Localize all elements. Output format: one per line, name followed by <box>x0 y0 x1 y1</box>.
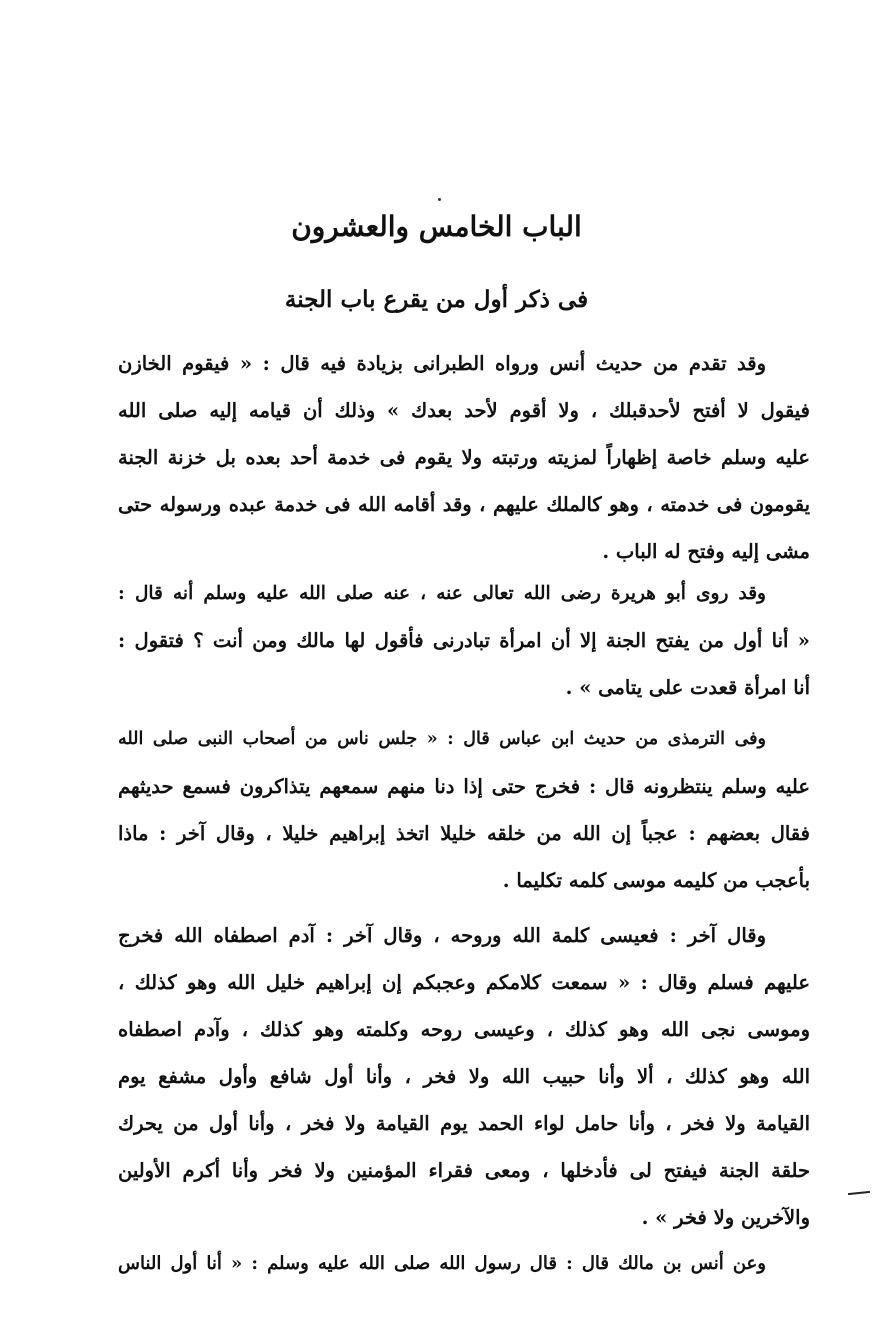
chapter-title: الباب الخامس والعشرون <box>291 210 582 243</box>
chapter-subtitle: فى ذكر أول من يقرع باب الجنة <box>284 286 589 313</box>
text-line: فقال بعضهم : عجباً إن الله من خلقه خليلا اتخذ إبراهيم خليلا ، وقال آخر : ماذا <box>118 822 810 845</box>
text-line: يقومون فى خدمته ، وهو كالملك عليهم ، وقد أقامه الله فى خدمة عبده ورسوله حتى <box>118 493 810 516</box>
text-line: الله وهو كذلك ، ألا وأنا حبيب الله ولا فخر ، وأنا أول شافع وأول مشفع يوم <box>118 1065 810 1088</box>
margin-mark <box>848 1191 870 1195</box>
text-line: « أنا أول من يفتح الجنة إلا أن امرأة تبادرنى فأقول لها مالك ومن أنت ؟ فتقول : <box>118 629 810 652</box>
text-line: عليه وسلم ينتظرونه قال : فخرج حتى إذا دنا منهم سمعهم يتذاكرون فسمع حديثهم <box>118 775 810 798</box>
text-line: والآخرين ولا فخر » . <box>641 1206 810 1229</box>
text-line: حلقة الجنة فيفتح لى فأدخلها ، ومعى فقراء المؤمنين ولا فخر وأنا أكرم الأولين <box>118 1159 810 1182</box>
text-line: وموسى نجى الله وهو كذلك ، وعيسى روحه وكلمته وهو كذلك ، وآدم اصطفاه <box>118 1018 810 1041</box>
paragraph-4 <box>118 912 810 1241</box>
page-speck <box>438 198 441 201</box>
text-line: بأعجب من كليمه موسى كلمه تكليما . <box>502 869 810 892</box>
paragraph-3 <box>118 716 810 904</box>
text-line: أنا امرأة قعدت على يتامى » . <box>565 676 810 699</box>
text-line: عليهم فسلم وقال : « سمعت كلامكم وعجبكم إن إبراهيم خليل الله وهو كذلك ، <box>118 971 810 994</box>
text-line: القيامة ولا فخر ، وأنا حامل لواء الحمد يوم القيامة ولا فخر ، وأنا أول من يحرك <box>118 1112 810 1135</box>
paragraph-5 <box>118 1240 810 1287</box>
text-line: مشى إليه وفتح له الباب . <box>602 540 810 563</box>
text-line: وقد روى أبو هريرة رضى الله تعالى عنه ، عنه صلى الله عليه وسلم أنه قال : <box>118 583 766 604</box>
text-line: وفى الترمذى من حديث ابن عباس قال : « جلس ناس من أصحاب النبى صلى الله <box>118 729 766 749</box>
paragraph-1 <box>118 340 810 575</box>
text-line: عليه وسلم خاصة إظهاراً لمزيته ورتبته ولا يقوم فى خدمة أحد بعده بل خزنة الجنة <box>118 446 810 469</box>
text-line: فيقول لا أفتح لأحدقبلك ، ولا أقوم لأحد بعدك » وذلك أن قيامه إليه صلى الله <box>118 399 810 422</box>
text-line: وقد تقدم من حديث أنس ورواه الطبرانى بزيادة فيه قال : « فيقوم الخازن <box>118 352 766 375</box>
paragraph-2 <box>118 570 810 711</box>
text-line: وعن أنس بن مالك قال : قال رسول الله صلى الله عليه وسلم : « أنا أول الناس <box>118 1253 766 1274</box>
text-line: وقال آخر : فعيسى كلمة الله وروحه ، وقال آخر : آدم اصطفاه الله فخرج <box>118 924 766 947</box>
